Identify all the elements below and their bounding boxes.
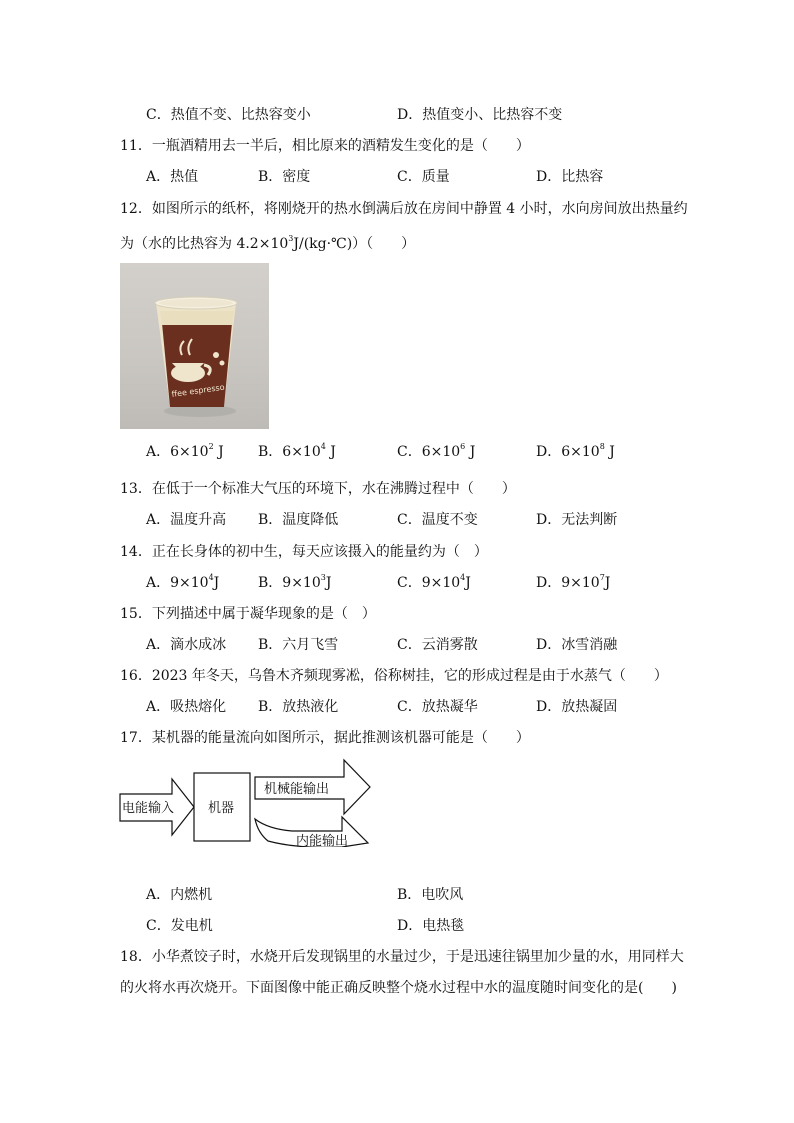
- energy-flow-diagram: [118, 757, 378, 847]
- q12-option-c: C．$6\times 10^6$ J: [397, 442, 476, 460]
- q17-option-d: D．电热毯: [397, 918, 465, 934]
- q16-option-b: B．放热液化: [258, 699, 339, 715]
- q15-option-d: D．冰雪消融: [536, 637, 618, 653]
- q14-option-c: C．$9\times 10^4J$: [397, 573, 471, 591]
- q18-stem-line1: 18．小华煮饺子时，水烧开后发现锅里的水量过少，于是迅速往锅里加少量的水，用同样大: [120, 949, 684, 965]
- q12-option-d: D．$6\times 10^8$ J: [536, 442, 615, 460]
- q13-option-c: C．温度不变: [397, 512, 478, 528]
- q13-option-b: B．温度降低: [258, 512, 339, 528]
- paper-cup-photo: [120, 263, 269, 429]
- q17-stem: 17．某机器的能量流向如图所示，据此推测该机器可能是（ ）: [120, 730, 530, 746]
- cup-print-text: ffee espresso: [171, 382, 226, 399]
- internal-energy-output-label: 内能输出: [296, 834, 349, 847]
- q11-option-c: C．质量: [397, 169, 450, 185]
- q15-option-a: A．滴水成冰: [146, 637, 227, 653]
- q14-option-a: A．$9\times 10^4J$: [146, 573, 220, 591]
- q16-stem: 16．2023 年冬天，乌鲁木齐频现雾凇，俗称树挂，它的形成过程是由于水蒸气（ ）: [120, 668, 668, 684]
- q17-option-a: A．内燃机: [146, 887, 213, 903]
- q11-option-d: D．比热容: [536, 169, 604, 185]
- q16-option-c: C．放热凝华: [397, 699, 478, 715]
- q11-option-a: A．热值: [146, 169, 199, 185]
- q15-stem: 15．下列描述中属于凝华现象的是（ ）: [120, 606, 376, 622]
- q12-option-b: B．$6\times 10^4$ J: [258, 442, 336, 460]
- q13-option-a: A．温度升高: [146, 512, 227, 528]
- q13-option-d: D．无法判断: [536, 512, 618, 528]
- q10-option-d: D．热值变小、比热容不变: [397, 107, 563, 123]
- q14-stem: 14．正在长身体的初中生，每天应该摄入的能量约为（ ）: [120, 544, 488, 560]
- q15-option-b: B．六月飞雪: [258, 637, 339, 653]
- q11-stem: 11．一瓶酒精用去一半后，相比原来的酒精发生变化的是（ ）: [120, 138, 530, 154]
- input-label: 电能输入: [122, 801, 175, 816]
- q17-option-c: C．发电机: [146, 918, 213, 934]
- q16-option-a: A．吸热熔化: [146, 699, 227, 715]
- q12-stem-line1: 12．如图所示的纸杯，将刚烧开的热水倒满后放在房间中静置 4 小时，水向房间放出热量约: [120, 201, 688, 217]
- q14-option-d: D．$9\times 10^7J$: [536, 573, 611, 591]
- q17-option-b: B．电吹风: [397, 887, 464, 903]
- q12-stem-line2: 为（水的比热容为 $4.2\times 10^3J/(kg\cdot℃)$）（ ）: [120, 234, 416, 252]
- mechanical-output-label: 机械能输出: [264, 782, 330, 797]
- q11-option-b: B．密度: [258, 169, 311, 185]
- q14-option-b: B．$9\times 10^3J$: [258, 573, 332, 591]
- q10-option-c: C．热值不变、比热容变小: [146, 107, 311, 123]
- q15-option-c: C．云消雾散: [397, 637, 478, 653]
- paper-cup-illustration: [120, 263, 269, 429]
- q13-stem: 13．在低于一个标准大气压的环境下，水在沸腾过程中（ ）: [120, 481, 516, 497]
- q18-stem-line2: 的火将水再次烧开。下面图像中能正确反映整个烧水过程中水的温度随时间变化的是( ): [120, 980, 677, 996]
- q12-option-a: A．$6\times 10^2$ J: [146, 442, 224, 460]
- q16-option-d: D．放热凝固: [536, 699, 618, 715]
- machine-label: 机器: [208, 801, 235, 816]
